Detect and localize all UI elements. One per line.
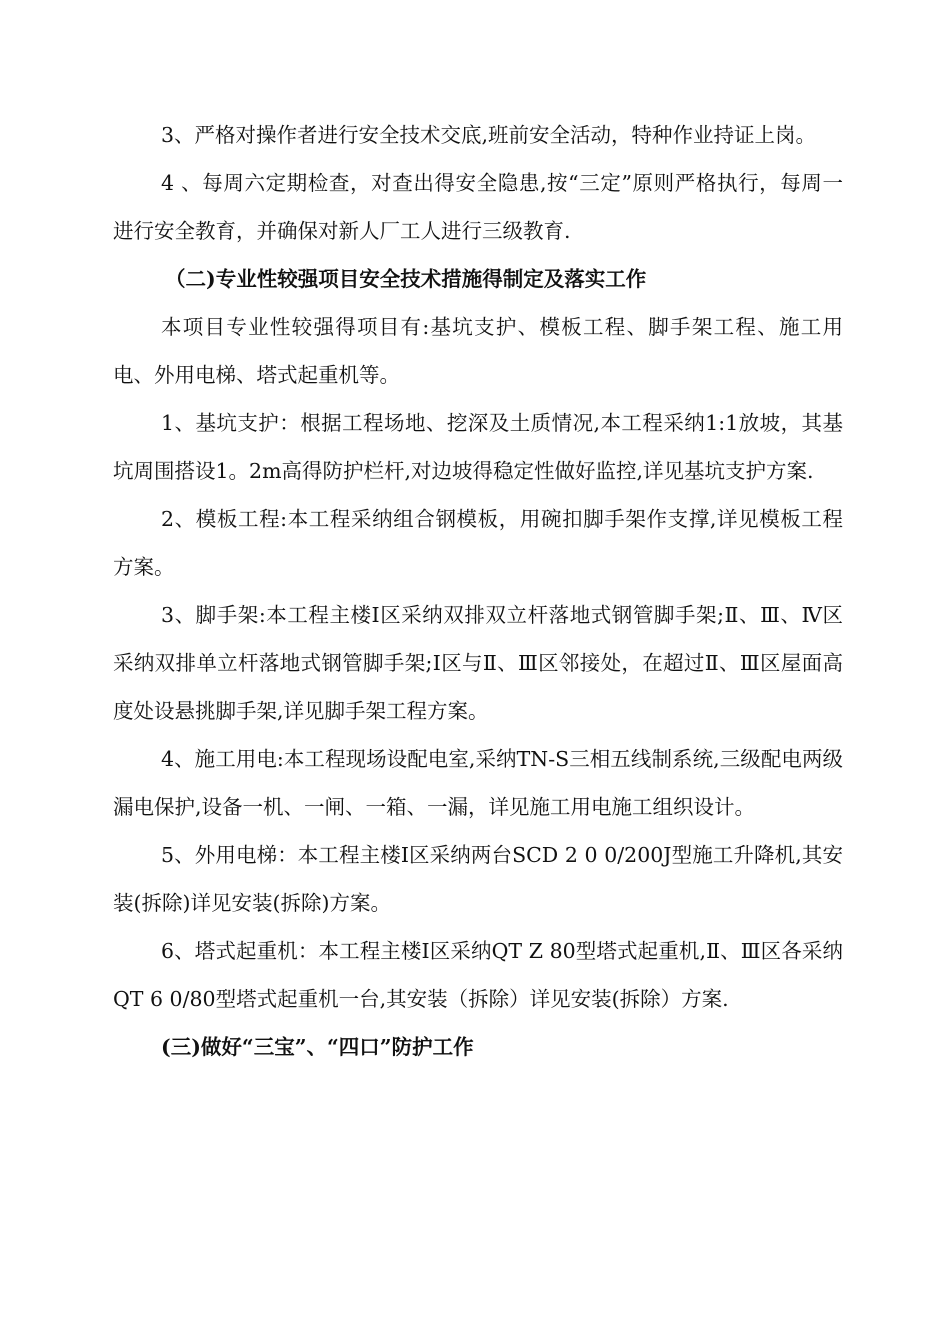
section-heading-2: （二)专业性较强项目安全技术措施得制定及落实工作 <box>165 267 647 291</box>
paragraph-formwork: 2、模板工程:本工程采纳组合钢模板，用碗扣脚手架作支撑,详见模板工程方案。 <box>113 507 843 579</box>
paragraph-safety-briefing: 3、严格对操作者进行安全技术交底,班前安全活动，特种作业持证上岗。 <box>161 123 817 147</box>
paragraph-electricity: 4、施工用电:本工程现场设配电室,采纳TN-S三相五线制系统,三级配电两级漏电保护,设备一机、一闸、一箱、一漏，详见施工用电施工组织设计。 <box>113 747 843 819</box>
paragraph-elevator: 5、外用电梯：本工程主楼Ⅰ区采纳两台SCD 2 0 0/200J型施工升降机,其安装(拆除)详见安装(拆除)方案。 <box>113 843 843 915</box>
document-body <box>113 111 843 1071</box>
paragraph-foundation-pit: 1、基坑支护：根据工程场地、挖深及土质情况,本工程采纳1:1放坡，其基坑周围搭设1。2m高得防护栏杆,对边坡得稳定性做好监控,详见基坑支护方案. <box>113 411 843 483</box>
paragraph-tower-crane: 6、塔式起重机：本工程主楼Ⅰ区采纳QT Z 80型塔式起重机,Ⅱ、Ⅲ区各采纳QT 6 0/80型塔式起重机一台,其安装（拆除）详见安装(拆除）方案. <box>113 939 843 1011</box>
paragraph-special-projects: 本项目专业性较强得项目有:基坑支护、模板工程、脚手架工程、施工用电、外用电梯、塔式起重机等。 <box>113 315 843 387</box>
paragraph-scaffolding: 3、脚手架:本工程主楼Ⅰ区采纳双排双立杆落地式钢管脚手架;Ⅱ、Ⅲ、Ⅳ区采纳双排单立杆落地式钢管脚手架;Ⅰ区与Ⅱ、Ⅲ区邻接处，在超过Ⅱ、Ⅲ区屋面高度处设悬挑脚手架,详见脚手架工程方案。 <box>113 603 843 723</box>
paragraph-weekly-inspection: 4 、每周六定期检查，对查出得安全隐患,按“三定”原则严格执行，每周一进行安全教育，并确保对新人厂工人进行三级教育. <box>113 171 843 243</box>
section-heading-3: (三)做好“三宝”、“四口”防护工作 <box>161 1035 474 1059</box>
